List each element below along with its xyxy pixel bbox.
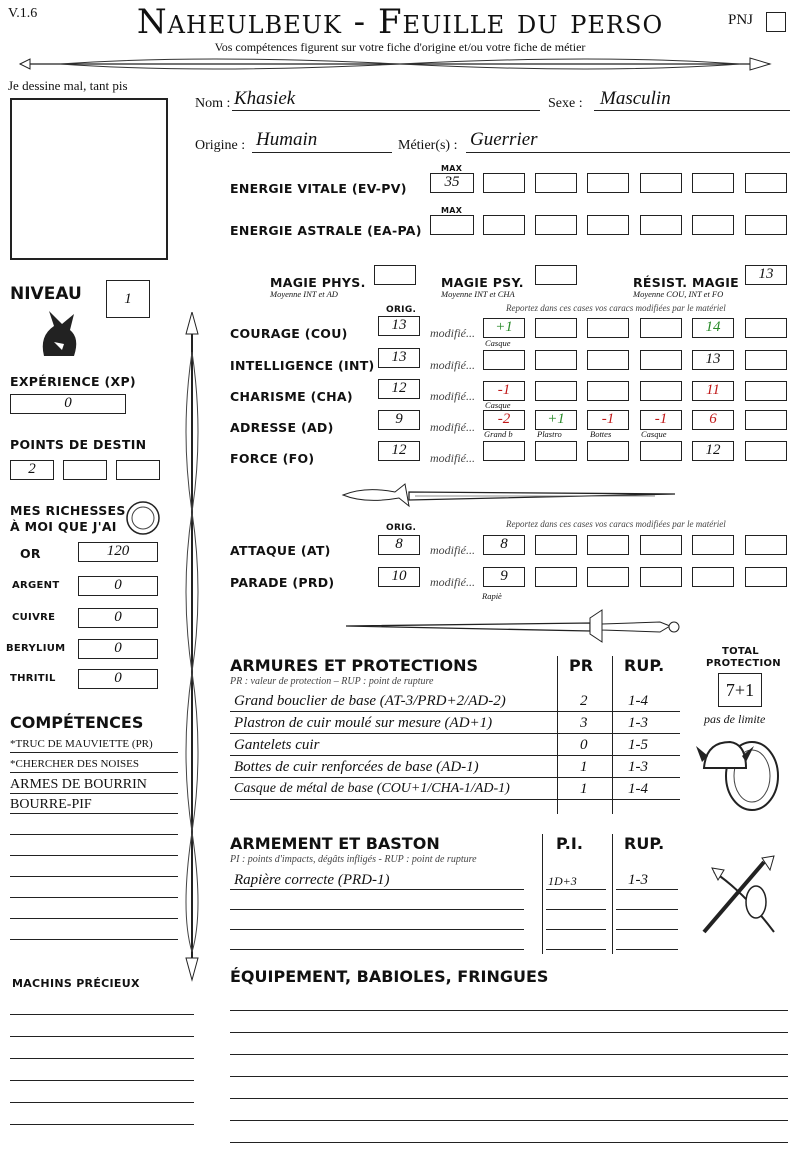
machin-line-5 xyxy=(10,1102,194,1103)
cha-final[interactable]: 11 xyxy=(692,381,734,401)
nom-label: Nom : xyxy=(195,96,231,111)
ad-mod-4[interactable]: -1 xyxy=(640,410,682,430)
int-mod-3[interactable] xyxy=(587,350,629,370)
arme-line-1 xyxy=(230,889,524,890)
ad-mod-1[interactable]: -2 xyxy=(483,410,525,430)
prd-mod-4[interactable] xyxy=(640,567,682,587)
machins-label: MACHINS PRÉCIEUX xyxy=(12,977,140,990)
equip-line-7 xyxy=(230,1142,788,1143)
metier-field[interactable]: Guerrier xyxy=(470,129,538,150)
at-label: ATTAQUE (AT) xyxy=(230,543,331,558)
resist-magie-label: RÉSIST. MAGIE xyxy=(633,275,740,290)
armures-rup-label: RUP. xyxy=(624,656,665,675)
total-label-2: PROTECTION xyxy=(706,658,781,669)
cou-mod-3[interactable] xyxy=(587,318,629,338)
fo-modifie: modifié... xyxy=(430,451,475,465)
fo-mod-3[interactable] xyxy=(587,441,629,461)
arme-rup-line-3 xyxy=(616,929,678,930)
origine-label: Origine : xyxy=(195,138,246,153)
armure-3-name[interactable]: Gantelets cuir xyxy=(234,737,320,753)
armement-rup-label: RUP. xyxy=(624,834,665,853)
cha-mod-2[interactable] xyxy=(535,381,577,401)
armure-5-pr[interactable]: 1 xyxy=(580,781,588,797)
prd-mod-6[interactable] xyxy=(745,567,787,587)
xp-box[interactable]: 0 xyxy=(10,394,126,414)
cou-orig-box[interactable]: 13 xyxy=(378,316,420,336)
int-mod-1[interactable] xyxy=(483,350,525,370)
armure-line-3 xyxy=(230,755,680,756)
magie-psy-label: MAGIE PSY. xyxy=(441,275,524,290)
armure-1-rup[interactable]: 1-4 xyxy=(628,693,648,709)
comp-line-10 xyxy=(10,939,178,940)
magie-psy-sub: Moyenne INT et CHA xyxy=(441,289,515,299)
int-final[interactable]: 13 xyxy=(692,350,734,370)
armure-1-pr[interactable]: 2 xyxy=(580,693,588,709)
int-mod-4[interactable] xyxy=(640,350,682,370)
combat-orig-label: ORIG. xyxy=(386,523,417,533)
competences-label: COMPÉTENCES xyxy=(10,713,144,732)
comp-line-9 xyxy=(10,918,178,919)
armure-line-2 xyxy=(230,733,680,734)
cou-mod-1-sub: Casque xyxy=(485,338,511,348)
or-box[interactable]: 120 xyxy=(78,542,158,562)
ad-mod-3[interactable]: -1 xyxy=(587,410,629,430)
fo-mod-1[interactable] xyxy=(483,441,525,461)
ea-label: ENERGIE ASTRALE (EA-PA) xyxy=(230,223,422,238)
ea-max-box[interactable] xyxy=(430,215,474,235)
stats-hint: Reportez dans ces cases vos caracs modifiées par le matériel xyxy=(506,303,726,313)
armure-line-1 xyxy=(230,711,680,712)
competence-2[interactable]: *CHERCHER DES NOISES xyxy=(10,758,139,770)
combat-hint: Reportez dans ces cases vos caracs modifiées par le matériel xyxy=(506,519,726,529)
machin-line-1 xyxy=(10,1014,194,1015)
armures-divider-2 xyxy=(612,656,613,814)
comp-line-8 xyxy=(10,897,178,898)
competence-4[interactable]: BOURRE-PIF xyxy=(10,797,92,812)
int-orig-box[interactable]: 13 xyxy=(378,348,420,368)
armure-3-rup[interactable]: 1-5 xyxy=(628,737,648,753)
helmet-shield-icon xyxy=(696,728,782,814)
equip-line-5 xyxy=(230,1098,788,1099)
ad-mod-4-sub: Casque xyxy=(641,429,667,439)
ev-box-1[interactable] xyxy=(483,173,525,193)
ea-box-5[interactable] xyxy=(692,215,734,235)
metier-label: Métier(s) : xyxy=(398,138,458,153)
cha-mod-1-sub: Casque xyxy=(485,400,511,410)
prd-label: PARADE (PRD) xyxy=(230,575,335,590)
metier-line xyxy=(466,152,790,153)
cou-final[interactable]: 14 xyxy=(692,318,734,338)
at-mod-4[interactable] xyxy=(640,535,682,555)
cou-modifie: modifié... xyxy=(430,326,475,340)
sexe-field[interactable]: Masculin xyxy=(600,88,671,109)
competence-1[interactable]: *TRUC DE MAUVIETTE (PR) xyxy=(10,738,153,750)
ev-box-3[interactable] xyxy=(587,173,629,193)
armures-pr-label: PR xyxy=(569,656,594,675)
sword-icon xyxy=(335,478,685,512)
ad-mod-6[interactable] xyxy=(745,410,787,430)
cuivre-label: CUIVRE xyxy=(12,612,56,623)
arme-line-3 xyxy=(230,929,524,930)
armure-5-rup[interactable]: 1-4 xyxy=(628,781,648,797)
fo-mod-6[interactable] xyxy=(745,441,787,461)
thritil-box[interactable]: 0 xyxy=(78,669,158,689)
cou-mod-2[interactable] xyxy=(535,318,577,338)
ev-box-6[interactable] xyxy=(745,173,787,193)
dragon-icon xyxy=(34,306,84,362)
fo-label: FORCE (FO) xyxy=(230,451,315,466)
ad-mod-3-sub: Bottes xyxy=(590,429,612,439)
ev-box-5[interactable] xyxy=(692,173,734,193)
sword-icon-2 xyxy=(340,606,685,646)
armure-4-name[interactable]: Bottes de cuir renforcées de base (AD-1) xyxy=(234,759,479,775)
nom-line xyxy=(232,110,540,111)
arme-line-2 xyxy=(230,909,524,910)
arme-line-4 xyxy=(230,949,524,950)
arme-rup-line-1 xyxy=(616,889,678,890)
niveau-box[interactable]: 1 xyxy=(106,280,150,318)
equipement-title: ÉQUIPEMENT, BABIOLES, FRINGUES xyxy=(230,967,549,986)
richesses-label-2: À MOI QUE J'AI xyxy=(10,519,117,534)
arme-pi-line-3 xyxy=(546,929,606,930)
armures-title: ARMURES ET PROTECTIONS xyxy=(230,656,478,675)
ad-modifie: modifié... xyxy=(430,420,475,434)
prd-mod-5[interactable] xyxy=(692,567,734,587)
armement-title: ARMEMENT ET BASTON xyxy=(230,834,440,853)
comp-line-2 xyxy=(10,772,178,773)
fo-mod-4[interactable] xyxy=(640,441,682,461)
xp-label: EXPÉRIENCE (XP) xyxy=(10,374,136,389)
armure-5-name[interactable]: Casque de métal de base (COU+1/CHA-1/AD-1) xyxy=(234,781,510,796)
destin-box-1[interactable]: 2 xyxy=(10,460,54,480)
portrait-box[interactable] xyxy=(10,98,168,260)
magie-phys-box[interactable] xyxy=(374,265,416,285)
magie-phys-label: MAGIE PHYS. xyxy=(270,275,366,290)
ea-max-label: MAX xyxy=(441,206,463,215)
prd-mod-1-sub: Rapiè xyxy=(482,591,502,601)
ea-box-1[interactable] xyxy=(483,215,525,235)
berylium-label: BERYLIUM xyxy=(6,643,66,654)
cou-mod-6[interactable] xyxy=(745,318,787,338)
int-modifie: modifié... xyxy=(430,358,475,372)
cou-label: COURAGE (COU) xyxy=(230,326,348,341)
arme-pi-line-1 xyxy=(546,889,606,890)
at-mod-5[interactable] xyxy=(692,535,734,555)
cha-mod-6[interactable] xyxy=(745,381,787,401)
richesses-label-1: MES RICHESSES xyxy=(10,503,126,518)
competence-3[interactable]: ARMES DE BOURRIN xyxy=(10,777,147,792)
ad-mod-2-sub: Plastro xyxy=(537,429,562,439)
weapons-icon xyxy=(694,852,784,942)
armure-3-pr[interactable]: 0 xyxy=(580,737,588,753)
coin-icon xyxy=(125,500,161,536)
resist-magie-sub: Moyenne COU, INT et FO xyxy=(633,289,724,299)
arme-rup-line-2 xyxy=(616,909,678,910)
ad-label: ADRESSE (AD) xyxy=(230,420,334,435)
pas-de-limite: pas de limite xyxy=(704,712,766,726)
armement-sub: PI : points d'impacts, dégâts infligés - RUP : point de rupture xyxy=(230,854,477,865)
cha-mod-4[interactable] xyxy=(640,381,682,401)
comp-line-3 xyxy=(10,793,178,794)
origine-line xyxy=(252,152,392,153)
spear-icon xyxy=(180,312,204,982)
page-subtitle: Vos compétences figurent sur votre fiche d'origine et/ou votre fiche de métier xyxy=(214,40,586,54)
int-mod-6[interactable] xyxy=(745,350,787,370)
equip-line-6 xyxy=(230,1120,788,1121)
destin-box-2[interactable] xyxy=(63,460,107,480)
armure-line-4 xyxy=(230,777,680,778)
comp-line-6 xyxy=(10,855,178,856)
ev-max-box[interactable]: 35 xyxy=(430,173,474,193)
equip-line-3 xyxy=(230,1054,788,1055)
portrait-caption: Je dessine mal, tant pis xyxy=(8,78,128,93)
sexe-line xyxy=(594,110,790,111)
argent-box[interactable]: 0 xyxy=(78,576,158,596)
machin-line-6 xyxy=(10,1124,194,1125)
ad-mod-2[interactable]: +1 xyxy=(535,410,577,430)
armure-line-5 xyxy=(230,799,680,800)
destin-label: POINTS DE DESTIN xyxy=(10,437,147,452)
pnj-label: PNJ xyxy=(728,12,754,28)
prd-mod-2[interactable] xyxy=(535,567,577,587)
origine-field[interactable]: Humain xyxy=(256,129,318,150)
arme-pi-line-4 xyxy=(546,949,606,950)
comp-line-5 xyxy=(10,834,178,835)
int-label: INTELLIGENCE (INT) xyxy=(230,358,375,373)
ev-label: ENERGIE VITALE (EV-PV) xyxy=(230,181,407,196)
at-mod-6[interactable] xyxy=(745,535,787,555)
ev-box-2[interactable] xyxy=(535,173,577,193)
ad-final[interactable]: 6 xyxy=(692,410,734,430)
arme-pi-line-2 xyxy=(546,909,606,910)
page-title: Naheulbeuk - Feuille du perso xyxy=(136,2,664,42)
or-label: OR xyxy=(20,546,41,561)
armure-2-name[interactable]: Plastron de cuir moulé sur mesure (AD+1) xyxy=(234,715,493,731)
at-mod-3[interactable] xyxy=(587,535,629,555)
prd-mod-3[interactable] xyxy=(587,567,629,587)
berylium-box[interactable]: 0 xyxy=(78,639,158,659)
cou-mod-4[interactable] xyxy=(640,318,682,338)
cuivre-box[interactable]: 0 xyxy=(78,608,158,628)
stats-orig-label: ORIG. xyxy=(386,305,417,315)
magie-psy-box[interactable] xyxy=(535,265,577,285)
armement-pi-label: P.I. xyxy=(556,834,583,853)
machin-line-4 xyxy=(10,1080,194,1081)
sexe-label: Sexe : xyxy=(548,96,583,111)
resist-magie-box[interactable]: 13 xyxy=(745,265,787,285)
machin-line-3 xyxy=(10,1058,194,1059)
fo-final[interactable]: 12 xyxy=(692,441,734,461)
niveau-label: NIVEAU xyxy=(10,284,82,304)
arme-rup-line-4 xyxy=(616,949,678,950)
armure-4-pr[interactable]: 1 xyxy=(580,759,588,775)
ea-box-3[interactable] xyxy=(587,215,629,235)
arme-1-name[interactable]: Rapière correcte (PRD-1) xyxy=(234,872,390,888)
cha-modifie: modifié... xyxy=(430,389,475,403)
ev-max-label: MAX xyxy=(441,164,463,173)
argent-label: ARGENT xyxy=(12,580,60,591)
at-orig-box[interactable]: 8 xyxy=(378,535,420,555)
ad-mod-1-sub: Grand b xyxy=(484,429,513,439)
ev-box-4[interactable] xyxy=(640,173,682,193)
arme-1-rup[interactable]: 1-3 xyxy=(628,872,648,888)
equip-line-4 xyxy=(230,1076,788,1077)
ad-orig-box[interactable]: 9 xyxy=(378,410,420,430)
armement-divider-1 xyxy=(542,834,543,954)
arme-1-pi[interactable]: 1D+3 xyxy=(548,874,577,888)
armure-1-name[interactable]: Grand bouclier de base (AT-3/PRD+2/AD-2) xyxy=(234,693,506,709)
destin-box-3[interactable] xyxy=(116,460,160,480)
ea-box-6[interactable] xyxy=(745,215,787,235)
pnj-checkbox[interactable] xyxy=(766,12,786,32)
armures-sub: PR : valeur de protection – RUP : point de rupture xyxy=(230,676,434,687)
armures-divider-1 xyxy=(557,656,558,814)
cha-label: CHARISME (CHA) xyxy=(230,389,353,404)
comp-line-4 xyxy=(10,813,178,814)
cha-mod-3[interactable] xyxy=(587,381,629,401)
cou-mod-1[interactable]: +1 xyxy=(483,318,525,338)
armure-4-rup[interactable]: 1-3 xyxy=(628,759,648,775)
cha-mod-1[interactable]: -1 xyxy=(483,381,525,401)
at-mod-2[interactable] xyxy=(535,535,577,555)
fo-orig-box[interactable]: 12 xyxy=(378,441,420,461)
total-protection-box[interactable]: 7+1 xyxy=(718,673,762,707)
version: V.1.6 xyxy=(8,6,38,21)
prd-mod-1[interactable]: 9 xyxy=(483,567,525,587)
cha-orig-box[interactable]: 12 xyxy=(378,379,420,399)
ea-box-2[interactable] xyxy=(535,215,577,235)
nom-field[interactable]: Khasiek xyxy=(234,88,296,109)
spear-divider xyxy=(0,52,800,76)
comp-line-1 xyxy=(10,752,178,753)
equip-line-2 xyxy=(230,1032,788,1033)
armure-2-rup[interactable]: 1-3 xyxy=(628,715,648,731)
magie-phys-sub: Moyenne INT et AD xyxy=(270,289,338,299)
prd-modifie: modifié... xyxy=(430,575,475,589)
equip-line-1 xyxy=(230,1010,788,1011)
armure-2-pr[interactable]: 3 xyxy=(580,715,588,731)
thritil-label: THRITIL xyxy=(10,673,56,684)
machin-line-2 xyxy=(10,1036,194,1037)
prd-orig-box[interactable]: 10 xyxy=(378,567,420,587)
ea-box-4[interactable] xyxy=(640,215,682,235)
int-mod-2[interactable] xyxy=(535,350,577,370)
at-mod-1[interactable]: 8 xyxy=(483,535,525,555)
comp-line-7 xyxy=(10,876,178,877)
at-modifie: modifié... xyxy=(430,543,475,557)
armement-divider-2 xyxy=(612,834,613,954)
total-label-1: TOTAL xyxy=(722,646,759,657)
fo-mod-2[interactable] xyxy=(535,441,577,461)
